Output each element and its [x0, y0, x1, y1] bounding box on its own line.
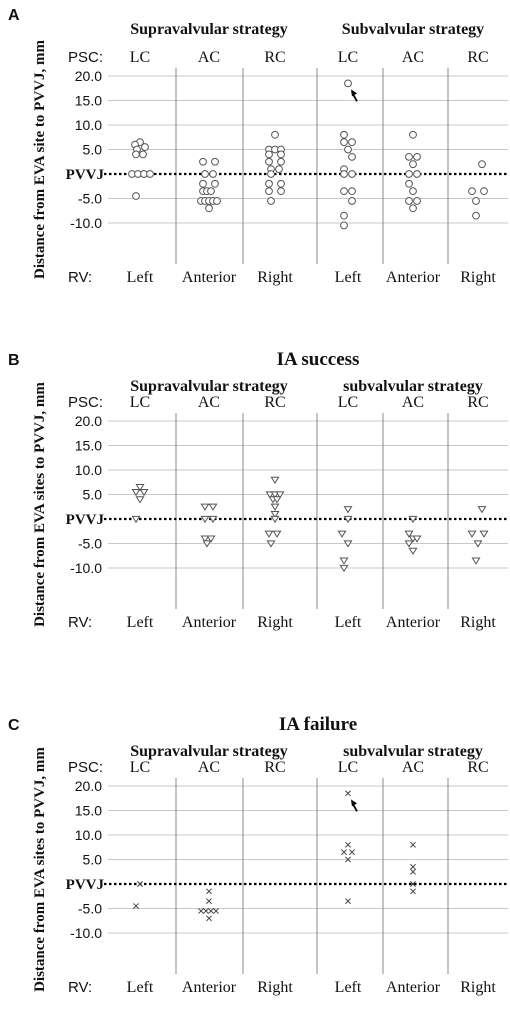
y-tick-label: 15.0 [74, 802, 102, 819]
data-point [414, 198, 421, 205]
data-point [479, 161, 486, 168]
data-point [410, 188, 417, 195]
data-point [410, 869, 415, 874]
data-point [341, 139, 348, 146]
y-tick-label: 10.0 [74, 827, 102, 843]
data-point [406, 153, 413, 160]
group-title-supravalvular: Supravalvular strategy [130, 21, 288, 38]
data-point [278, 151, 285, 158]
data-point [212, 158, 219, 165]
psc-label: AC [401, 394, 425, 411]
data-point [209, 504, 216, 510]
data-point [206, 899, 211, 904]
rv-label: Anterior [181, 269, 237, 286]
y-tick-label: 15.0 [74, 92, 102, 109]
data-point [469, 188, 476, 195]
y-tick-label: 10.0 [74, 117, 102, 133]
y-tick-label: -5.0 [77, 190, 102, 207]
data-point [201, 504, 208, 510]
data-point [409, 548, 416, 554]
data-point [132, 516, 139, 522]
pvvj-label: PVVJ [65, 512, 104, 528]
y-tick-label: 15.0 [74, 437, 102, 454]
data-point [203, 908, 208, 913]
data-point [266, 151, 273, 158]
data-point [271, 477, 278, 483]
panel-letter: C [8, 717, 20, 734]
data-point [202, 171, 209, 178]
data-point [214, 198, 221, 205]
y-tick-label: -5.0 [77, 535, 102, 552]
data-point [341, 131, 348, 138]
data-point [133, 151, 140, 158]
y-tick-label: -10.0 [70, 215, 102, 231]
data-point [349, 188, 356, 195]
data-point [266, 188, 273, 195]
psc-label: RC [467, 759, 489, 776]
data-point [273, 531, 280, 537]
y-axis-label: Distance from EVA sites to PVVJ, mm [32, 747, 48, 992]
data-point [349, 171, 356, 178]
data-point [410, 131, 417, 138]
data-point [268, 198, 275, 205]
rv-label: Left [334, 979, 362, 996]
data-point [349, 153, 356, 160]
psc-label: AC [197, 759, 221, 776]
y-tick-label: -5.0 [77, 900, 102, 917]
rv-label: Anterior [181, 979, 237, 996]
data-point [278, 158, 285, 165]
data-point [200, 158, 207, 165]
data-point [406, 171, 413, 178]
data-point [142, 144, 149, 151]
data-point [265, 531, 272, 537]
data-point [414, 153, 421, 160]
psc-prefix: PSC: [68, 394, 104, 411]
rv-label: Left [334, 269, 362, 286]
data-point [278, 180, 285, 187]
psc-label: RC [264, 394, 286, 411]
data-point [410, 889, 415, 894]
chart-title: IA success [276, 349, 360, 370]
panel-letter: B [8, 352, 20, 369]
y-axis-label: Distance from EVA sites to PVVJ, mm [32, 382, 48, 627]
data-point [345, 146, 352, 153]
pvvj-label: PVVJ [65, 167, 104, 183]
rv-prefix: RV: [68, 979, 93, 996]
data-point [480, 531, 487, 537]
rv-label: Right [460, 614, 496, 631]
psc-label: LC [337, 49, 359, 66]
rv-label: Right [460, 979, 496, 996]
psc-label: RC [264, 759, 286, 776]
y-tick-label: 20.0 [74, 413, 102, 429]
psc-label: AC [197, 394, 221, 411]
data-point [198, 908, 203, 913]
data-point [201, 516, 208, 522]
data-point [133, 193, 140, 200]
data-point [268, 171, 275, 178]
data-point [276, 166, 283, 173]
y-tick-label: 10.0 [74, 462, 102, 478]
data-point [478, 507, 485, 513]
data-point [406, 198, 413, 205]
data-point [349, 198, 356, 205]
data-point [341, 222, 348, 229]
data-point [410, 864, 415, 869]
data-point [341, 171, 348, 178]
data-point [341, 850, 346, 855]
data-point [147, 171, 154, 178]
data-point [410, 205, 417, 212]
pvvj-label: PVVJ [65, 877, 104, 893]
data-point [481, 188, 488, 195]
data-point [345, 80, 352, 87]
y-tick-label: 5.0 [82, 851, 102, 868]
data-point [271, 504, 278, 510]
data-point [212, 180, 219, 187]
rv-label: Left [126, 614, 154, 631]
panel-a [8, 7, 508, 286]
rv-label: Right [257, 979, 293, 996]
data-point [272, 131, 279, 138]
psc-label: AC [197, 49, 221, 66]
data-point [414, 171, 421, 178]
data-point [349, 850, 354, 855]
psc-label: AC [401, 49, 425, 66]
data-point [208, 188, 215, 195]
y-tick-label: 5.0 [82, 486, 102, 503]
data-point [206, 889, 211, 894]
data-point [473, 198, 480, 205]
psc-label: RC [467, 49, 489, 66]
rv-label: Anterior [385, 614, 441, 631]
group-title-supravalvular: Supravalvular strategy [130, 743, 288, 760]
data-point [137, 881, 142, 886]
data-point [200, 180, 207, 187]
data-point [472, 558, 479, 564]
group-title-subvalvular: subvalvular strategy [343, 378, 483, 395]
y-tick-label: 20.0 [74, 778, 102, 794]
rv-label: Left [126, 269, 154, 286]
y-axis-label: Distance from EVA site to PVVJ, mm [32, 40, 48, 279]
psc-label: AC [401, 759, 425, 776]
panel-letter: A [8, 7, 20, 24]
data-point [208, 908, 213, 913]
rv-label: Right [257, 614, 293, 631]
data-point [210, 171, 217, 178]
data-point [338, 531, 345, 537]
data-point [133, 903, 138, 908]
y-tick-label: 20.0 [74, 68, 102, 84]
y-tick-label: -10.0 [70, 560, 102, 576]
data-point [278, 188, 285, 195]
rv-label: Left [126, 979, 154, 996]
data-point [341, 188, 348, 195]
rv-label: Left [334, 614, 362, 631]
group-title-supravalvular: Supravalvular strategy [130, 378, 288, 395]
data-point [140, 151, 147, 158]
data-point [345, 791, 350, 796]
rv-label: Anterior [385, 269, 441, 286]
rv-label: Right [460, 269, 496, 286]
data-point [344, 507, 351, 513]
data-point [136, 497, 143, 503]
data-point [406, 180, 413, 187]
data-point [410, 842, 415, 847]
data-point [206, 205, 213, 212]
psc-label: LC [129, 759, 151, 776]
psc-label: RC [467, 394, 489, 411]
data-point [345, 842, 350, 847]
chart-title: IA failure [278, 714, 358, 735]
group-title-subvalvular: Subvalvular strategy [341, 21, 485, 38]
data-point [473, 212, 480, 219]
psc-prefix: PSC: [68, 49, 104, 66]
data-point [266, 180, 273, 187]
panel-b [8, 349, 508, 631]
rv-prefix: RV: [68, 614, 93, 631]
psc-label: LC [337, 394, 359, 411]
data-point [468, 531, 475, 537]
data-point [340, 558, 347, 564]
data-point [213, 908, 218, 913]
panel-c [8, 714, 508, 996]
data-point [206, 916, 211, 921]
data-point [341, 212, 348, 219]
rv-label: Anterior [385, 979, 441, 996]
group-title-subvalvular: subvalvular strategy [343, 743, 483, 760]
psc-prefix: PSC: [68, 759, 104, 776]
rv-label: Anterior [181, 614, 237, 631]
y-tick-label: 5.0 [82, 141, 102, 158]
data-point [349, 139, 356, 146]
rv-prefix: RV: [68, 269, 93, 286]
psc-label: RC [264, 49, 286, 66]
rv-label: Right [257, 269, 293, 286]
y-tick-label: -10.0 [70, 925, 102, 941]
psc-label: LC [337, 759, 359, 776]
data-point [410, 161, 417, 168]
psc-label: LC [129, 394, 151, 411]
data-point [266, 158, 273, 165]
psc-label: LC [129, 49, 151, 66]
data-point [345, 899, 350, 904]
data-point [271, 516, 278, 522]
